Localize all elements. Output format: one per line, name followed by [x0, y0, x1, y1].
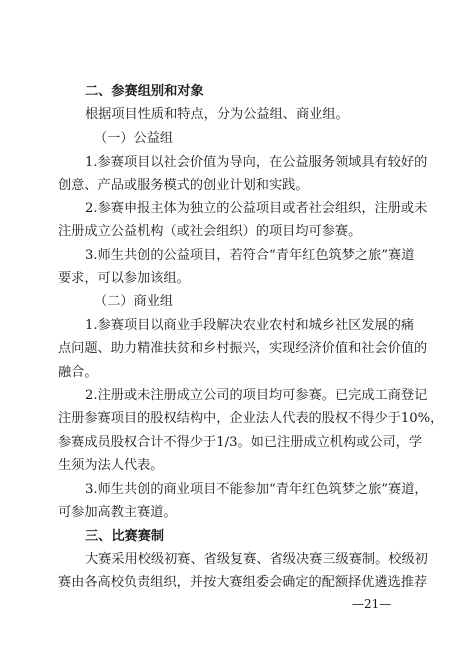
body-line: 3.师生共创的商业项目不能参加“青年红色筑梦之旅”赛道，: [85, 482, 428, 497]
body-line: 融合。: [58, 365, 98, 380]
section-heading-groups: 二、参赛组别和对象: [85, 84, 204, 99]
body-line: 可参加高教主赛道。: [58, 505, 177, 520]
body-line: 创意、产品或服务模式的创业计划和实践。: [58, 178, 309, 193]
body-line: 参赛成员股权合计不得少于1/3。如已注册成立机构或公司，学: [58, 435, 423, 450]
body-line: 3.师生共创的公益项目，若符合“青年红色筑梦之旅”赛道: [85, 248, 415, 263]
body-line: 要求，可以参加该组。: [58, 271, 190, 286]
body-line: 注册成立公益机构（或社会组织）的项目均可参赛。: [58, 224, 362, 239]
subheading-public-welfare: （一）公益组: [94, 131, 174, 146]
page-number: —21—: [352, 597, 392, 611]
body-line: 赛由各高校负责组织，并按大赛组委会确定的配额择优遴选推荐: [58, 575, 428, 590]
subheading-commercial: （二）商业组: [94, 294, 174, 309]
body-line: 2.注册或未注册成立公司的项目均可参赛。已完成工商登记: [85, 388, 428, 403]
body-line: 1.参赛项目以社会价值为导向，在公益服务领域具有较好的: [85, 155, 428, 170]
body-line: 1.参赛项目以商业手段解决农业农村和城乡社区发展的痛: [85, 318, 415, 333]
body-line: 2.参赛申报主体为独立的公益项目或者社会组织，注册或未: [85, 201, 428, 216]
body-line: 根据项目性质和特点，分为公益组、商业组。: [85, 107, 349, 122]
body-line: 生须为法人代表。: [58, 458, 164, 473]
body-line: 注册参赛项目的股权结构中，企业法人代表的股权不得少于10%，: [58, 411, 444, 426]
section-heading-format: 三、比赛赛制: [85, 529, 165, 544]
body-line: 点问题、助力精准扶贫和乡村振兴，实现经济价值和社会价值的: [58, 341, 428, 356]
body-line: 大赛采用校级初赛、省级复赛、省级决赛三级赛制。校级初: [85, 552, 428, 567]
